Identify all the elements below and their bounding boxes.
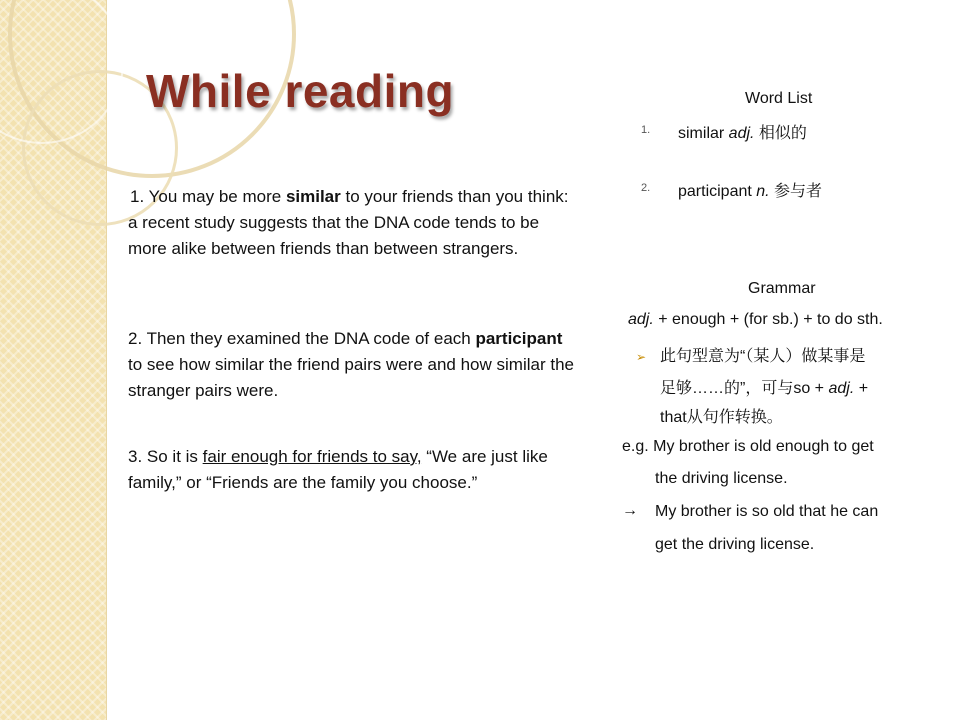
paragraph-2 [128,326,578,404]
arrow-bullet-icon: ➢ [636,350,647,364]
paragraph-3-text-c: “We are just like family,” or “Friends are the family you choose.” [128,447,548,492]
word-list-entry [678,120,807,143]
example-line-3: My brother is so old that he can [655,503,879,520]
right-arrow-icon: → [622,502,638,519]
slide-title: While reading [146,65,455,117]
word: participant [678,183,757,200]
paragraph-3-text-a: 3. So it is [128,447,203,466]
paragraph-1 [128,184,578,262]
part-of-speech: n. [756,183,770,200]
word-list-entry [678,178,822,201]
example-line-2: the driving license. [655,470,788,487]
rule-adj: adj. [628,311,654,328]
grammar-explanation-line-2 [660,375,868,398]
keyword-participant: participant [475,329,563,348]
word-list-number: 1. [641,124,651,136]
part-of-speech: adj. [728,125,755,142]
word-list-title: Word List [745,90,813,107]
decorative-sidebar [0,0,107,720]
underlined-phrase: fair enough for friends to say, [202,447,422,466]
meaning: 参与者 [769,183,823,200]
word: similar [678,125,729,142]
explanation-text: 足够……的”，可与so + [660,380,829,397]
meaning: 相似的 [754,125,807,142]
keyword-similar: similar [285,187,341,206]
paragraph-1-text-a: 1. You may be more [130,187,286,206]
paragraph-1-text-c: to your friends than you think: a recent study suggests that the DNA code tends to be more alike between friends than between strangers. [128,187,569,258]
example-line-4: get the driving license. [655,536,815,553]
grammar-rule [628,311,883,329]
word-list-number: 2. [641,182,651,194]
paragraph-3 [128,444,578,496]
paragraph-2-text-a: 2. Then they examined the DNA code of each [128,329,476,348]
explanation-adj: adj. [828,380,855,397]
grammar-explanation-line-3: that从句作转换。 [660,409,783,426]
example-line-1: e.g. My brother is old enough to get [622,438,874,455]
explanation-plus: + [854,380,869,397]
rule-text: + enough + (for sb.) + to do sth. [653,311,883,328]
grammar-explanation-line-1: 此句型意为“（某人）做某事是 [660,348,866,365]
grammar-title: Grammar [748,280,816,297]
paragraph-2-text-c: to see how similar the friend pairs were and how similar the stranger pairs were. [128,355,574,400]
